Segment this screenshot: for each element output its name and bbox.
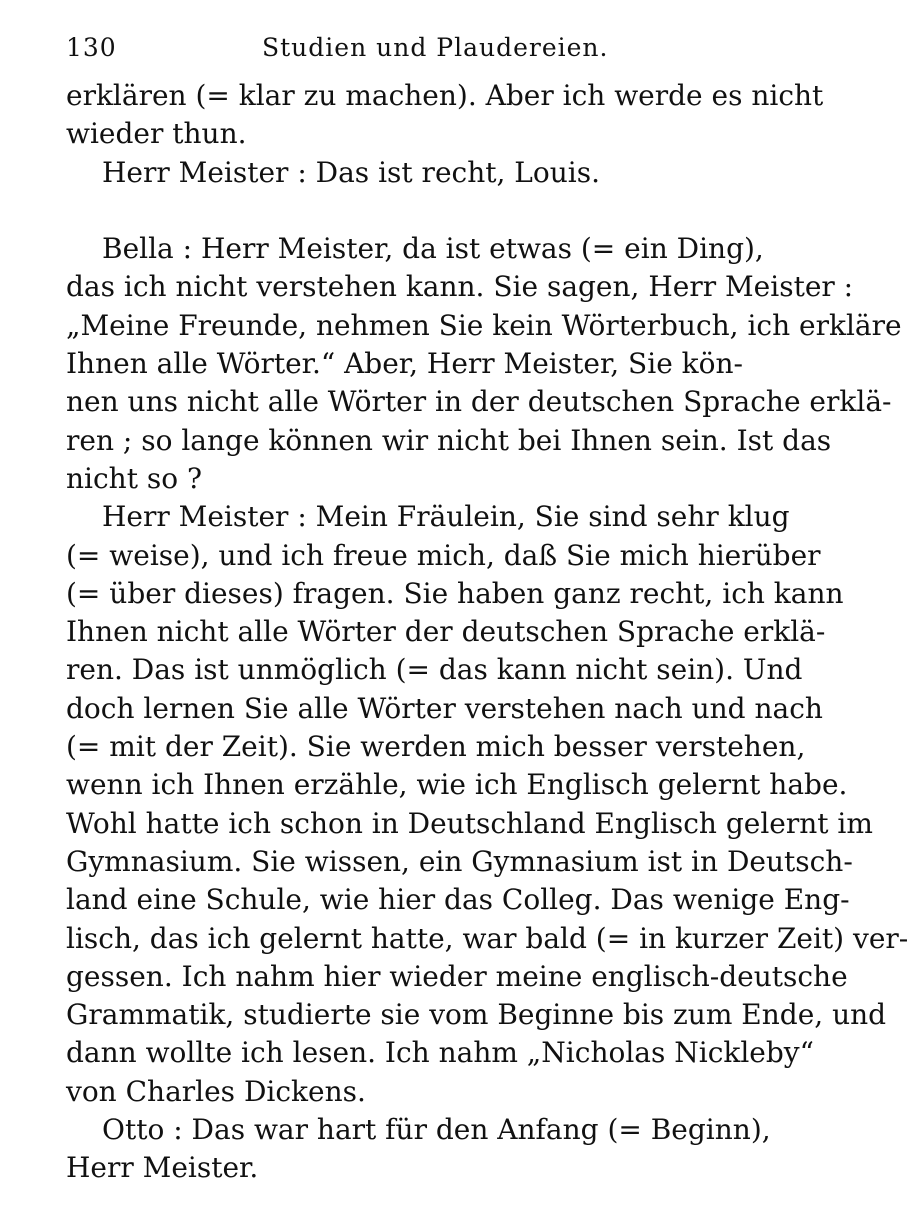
text-line: Herr Meister : Das ist recht, Louis.	[102, 155, 600, 189]
text-line: „Meine Freunde, nehmen Sie kein Wörterbuch, ich erkläre	[66, 308, 902, 342]
text-line: nen uns nicht alle Wörter in der deutschen Sprache erklä-	[66, 385, 892, 419]
paragraph-gap	[66, 192, 726, 230]
text-line: Gymnasium. Sie wissen, ein Gymnasium ist in Deutsch-	[66, 844, 853, 878]
text-line: land eine Schule, wie hier das Colleg. Das wenige Eng-	[66, 883, 850, 917]
page-body	[66, 77, 908, 1188]
text-line: ren. Das ist unmöglich (= das kann nicht sein). Und	[66, 653, 803, 687]
page-number: 130	[66, 33, 117, 62]
text-line: gessen. Ich nahm hier wieder meine englisch-deutsche	[66, 959, 848, 993]
text-line: von Charles Dickens.	[66, 1074, 366, 1108]
text-line: ren ; so lange können wir nicht bei Ihnen sein. Ist das	[66, 423, 832, 457]
text-line: nicht so ?	[66, 461, 202, 495]
text-line: (= weise), und ich freue mich, daß Sie mich hierüber	[66, 538, 821, 572]
paragraph-otto	[66, 1111, 771, 1188]
paragraph-louis-end	[66, 77, 824, 154]
text-line: doch lernen Sie alle Wörter verstehen nach und nach	[66, 691, 823, 725]
text-line: Herr Meister.	[66, 1151, 259, 1185]
page-header	[66, 28, 726, 68]
text-line: Herr Meister : Mein Fräulein, Sie sind sehr klug	[102, 500, 790, 534]
text-line: Grammatik, studierte sie vom Beginne bis zum Ende, und	[66, 998, 887, 1032]
text-line: Ihnen nicht alle Wörter der deutschen Sprache erklä-	[66, 615, 826, 649]
text-line: Bella : Herr Meister, da ist etwas (= ein Ding),	[102, 232, 764, 266]
running-head: Studien und Plaudereien.	[262, 33, 609, 62]
text-line: (= mit der Zeit). Sie werden mich besser verstehen,	[66, 730, 806, 764]
text-line: (= über dieses) fragen. Sie haben ganz recht, ich kann	[66, 576, 844, 610]
text-line: dann wollte ich lesen. Ich nahm „Nicholas Nickleby“	[66, 1036, 814, 1070]
paragraph-herr-meister-answer	[66, 498, 908, 1111]
text-line: wieder thun.	[66, 117, 247, 151]
text-line: Otto : Das war hart für den Anfang (= Beginn),	[102, 1113, 771, 1147]
paragraph-herr-meister-reply	[66, 154, 726, 192]
text-line: das ich nicht verstehen kann. Sie sagen, Herr Meister :	[66, 270, 854, 304]
paragraph-bella	[66, 230, 902, 498]
text-line: Ihnen alle Wörter.“ Aber, Herr Meister, Sie kön-	[66, 347, 743, 381]
text-line: Wohl hatte ich schon in Deutschland Englisch gelernt im	[66, 806, 873, 840]
text-line: lisch, das ich gelernt hatte, war bald (= in kurzer Zeit) ver-	[66, 921, 908, 955]
text-line: wenn ich Ihnen erzähle, wie ich Englisch gelernt habe.	[66, 768, 848, 802]
text-line: erklären (= klar zu machen). Aber ich werde es nicht	[66, 79, 824, 112]
